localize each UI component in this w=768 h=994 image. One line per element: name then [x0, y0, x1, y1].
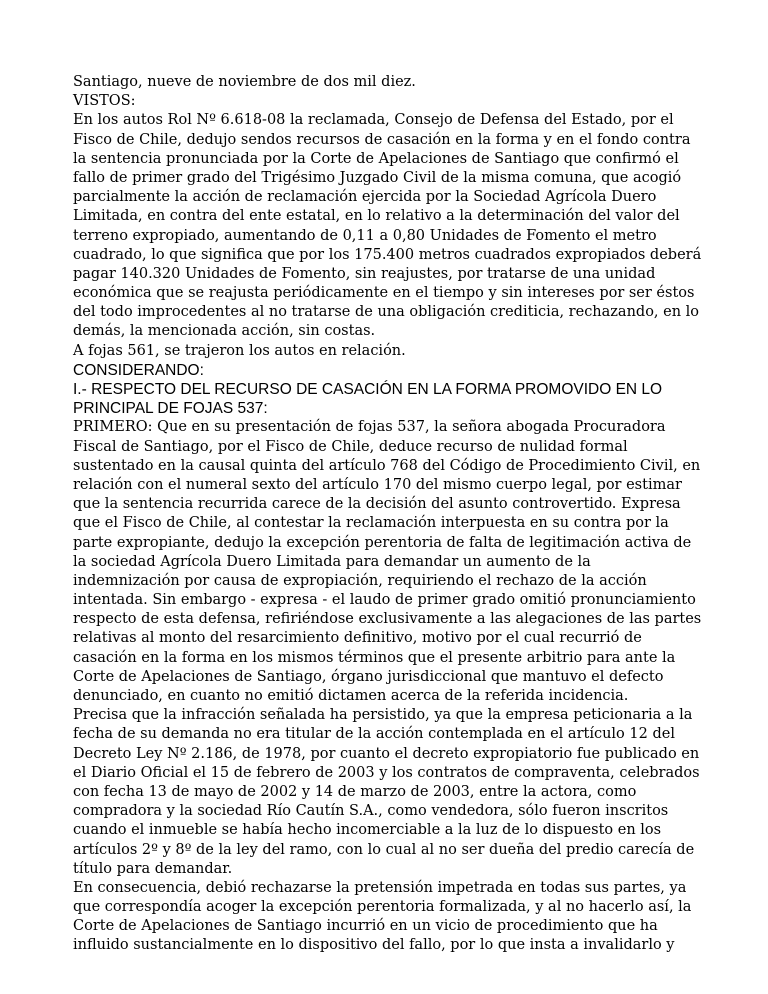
text-line: casación en la forma en los mismos términos que el presente arbitrio para ante la [73, 649, 676, 666]
text-line: pagar 140.320 Unidades de Fomento, sin reajustes, por tratarse de una unidad [73, 265, 656, 282]
text-line: la sentencia pronunciada por la Corte de Apelaciones de Santiago que confirmó el [73, 150, 679, 167]
text-line: del todo improcedentes al no tratarse de una obligación crediticia, rechazando, en lo [73, 304, 700, 321]
text-line: título para demandar. [73, 860, 233, 877]
text-line: En los autos Rol Nº 6.618-08 la reclamada, Consejo de Defensa del Estado, por el [73, 112, 674, 129]
text-line: I.- RESPECTO DEL RECURSO DE CASACIÓN EN LA FORMA PROMOVIDO EN LO [73, 381, 663, 398]
text-line: relativas al monto del resarcimiento definitivo, motivo por el cual recurrió de [73, 630, 642, 647]
text-line: que el Fisco de Chile, al contestar la reclamación interpuesta en su contra por la [73, 515, 669, 532]
text-line: la sociedad Agrícola Duero Limitada para demandar un aumento de la [73, 553, 591, 570]
text-line: que correspondía acoger la excepción perentoria formalizada, y al no hacerlo así, la [73, 899, 692, 916]
text-line: Corte de Apelaciones de Santiago incurrió en un vicio de procedimiento que ha [73, 918, 658, 935]
text-line: intentada. Sin embargo - expresa - el laudo de primer grado omitió pronunciamiento [73, 592, 696, 609]
text-line: relación con el numeral sexto del artículo 170 del mismo cuerpo legal, por estimar [73, 476, 682, 493]
text-line: respecto de esta defensa, refiriéndose exclusivamente a las alegaciones de las partes [73, 611, 702, 628]
text-line: PRIMERO: Que en su presentación de fojas 537, la señora abogada Procuradora [73, 419, 666, 436]
text-line: En consecuencia, debió rechazarse la pretensión impetrada en todas sus partes, ya [73, 879, 687, 896]
text-line: denunciado, en cuanto no emitió dictamen acerca de la referida incidencia. [73, 688, 629, 704]
text-line: que la sentencia recurrida carece de la decisión del asunto controvertido. Expresa [73, 496, 681, 513]
text-line: PRINCIPAL DE FOJAS 537: [73, 400, 268, 418]
text-line: terreno expropiado, aumentando de 0,11 a 0,80 Unidades de Fomento el metro [73, 227, 657, 244]
text-line: CONSIDERANDO: [73, 361, 204, 379]
text-line: fecha de su demanda no era titular de la acción contemplada en el artículo 12 del [73, 726, 675, 743]
text-line: compradora y la sociedad Río Cautín S.A., como vendedora, sólo fueron inscritos [73, 803, 669, 820]
text-line: sustentado en la causal quinta del artículo 768 del Código de Procedimiento Civil, en [73, 457, 701, 474]
text-line: Fiscal de Santiago, por el Fisco de Chile, deduce recurso de nulidad formal [73, 438, 628, 455]
text-line: con fecha 13 de mayo de 2002 y 14 de marzo de 2003, entre la actora, como [73, 783, 637, 800]
text-line: Fisco de Chile, dedujo sendos recursos de casación en la forma y en el fondo contra [73, 131, 691, 148]
text-line: artículos 2º y 8º de la ley del ramo, con lo cual al no ser dueña del predio carecía de [73, 841, 695, 858]
text-line: cuando el inmueble se había hecho incomerciable a la luz de lo dispuesto en los [73, 822, 662, 839]
document-body [73, 73, 713, 956]
text-line: VISTOS: [73, 93, 136, 110]
text-line: económica que se reajusta periódicamente en el tiempo y sin intereses por ser éstos [73, 285, 695, 302]
text-line: Decreto Ley Nº 2.186, de 1978, por cuanto el decreto expropiatorio fue publicado en [73, 745, 700, 762]
text-line: fallo de primer grado del Trigésimo Juzgado Civil de la misma comuna, que acogió [73, 169, 682, 186]
text-line: A fojas 561, se trajeron los autos en relación. [73, 342, 406, 359]
text-line: indemnización por causa de expropiación, requiriendo el rechazo de la acción [73, 572, 647, 589]
text-line: parte expropiante, dedujo la excepción perentoria de falta de legitimación activa de [73, 534, 692, 551]
text-line: Limitada, en contra del ente estatal, en lo relativo a la determinación del valor del [73, 208, 680, 225]
text-line: demás, la mencionada acción, sin costas. [73, 323, 376, 340]
text-line: influido sustancialmente en lo dispositivo del fallo, por lo que insta a invalidarlo y [73, 937, 675, 954]
text-line: cuadrado, lo que significa que por los 175.400 metros cuadrados expropiados deberá [73, 246, 702, 263]
text-line: Corte de Apelaciones de Santiago, órgano jurisdiccional que mantuvo el defecto [73, 668, 664, 685]
text-line: Santiago, nueve de noviembre de dos mil diez. [73, 74, 416, 90]
text-line: parcialmente la acción de reclamación ejercida por la Sociedad Agrícola Duero [73, 189, 657, 206]
text-line: el Diario Oficial el 15 de febrero de 2003 y los contratos de compraventa, celebrados [73, 764, 700, 781]
text-line: Precisa que la infracción señalada ha persistido, ya que la empresa peticionaria a la [73, 707, 693, 724]
